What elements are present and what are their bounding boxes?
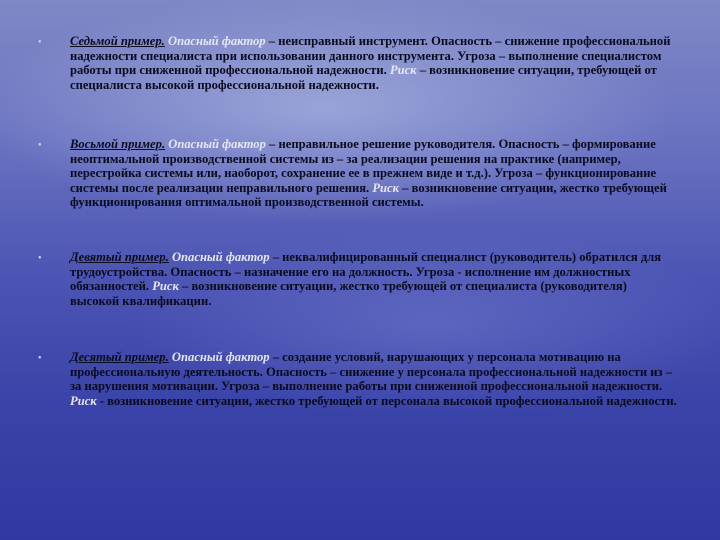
- example-heading: Восьмой пример.: [70, 137, 166, 151]
- paragraph-text-end: – возникновение ситуации, жестко требующей функционирования оптимальной производственной системы.: [70, 180, 667, 209]
- hazard-label: Опасный фактор: [171, 250, 270, 264]
- list-item-example-10: [38, 350, 678, 408]
- paragraph-text: – неисправный инструмент. Опасность – снижение профессиональной надежности специалиста при использовании данного инструмента. Угроза – выполнение специалистом работы при сниженной профессиональной надежности.: [70, 34, 671, 77]
- risk-label: Риск: [70, 393, 97, 408]
- example-heading: Седьмой пример.: [70, 34, 165, 48]
- paragraph: [38, 250, 678, 308]
- paragraph-text-end: – возникновение ситуации, требующей от специалиста высокой профессиональной надежности.: [70, 63, 657, 92]
- bullet-icon: •: [38, 253, 42, 264]
- hazard-label: Опасный фактор: [167, 34, 266, 48]
- bullet-icon: •: [38, 353, 42, 364]
- hazard-label: Опасный фактор: [168, 137, 266, 151]
- list-item-example-7: [38, 34, 678, 92]
- bullet-icon: •: [38, 140, 42, 151]
- risk-label: Риск: [389, 63, 417, 77]
- paragraph-text: – неквалифицированный специалист (руководитель) обратился для трудоустройства. Опасность – назначение его на должность. Угроза - исполнение им должностных обязанностей.: [70, 250, 662, 293]
- risk-label: Риск: [372, 180, 400, 195]
- paragraph: [38, 137, 678, 210]
- paragraph: [38, 350, 678, 408]
- hazard-label: Опасный фактор: [171, 350, 270, 364]
- risk-label: Риск: [152, 279, 179, 293]
- list-item-example-8: [38, 137, 678, 210]
- paragraph-text-end: – возникновение ситуации, жестко требующей от специалиста (руководителя) высокой квалификации.: [70, 279, 627, 308]
- bullet-icon: •: [38, 37, 42, 48]
- paragraph-text: – создание условий, нарушающих у персонала мотивацию на профессиональную деятельность. Опасность – снижение у персонала профессиональной надежности из – за нарушения мотивации. Угроза – выполнение работы при сниженной профессиональной надежности.: [70, 350, 673, 393]
- list-item-example-9: [38, 250, 678, 308]
- example-heading: Десятый пример.: [70, 350, 169, 364]
- paragraph: [38, 34, 678, 92]
- paragraph-text: – неправильное решение руководителя. Опасность – формирование неоптимальной производственной системы из – за реализации решения на практике (например, перестройка системы или, наоборот, сохранение ее в прежнем виде и т.д.). Угроза – функционирование системы после реализации неправильного решения.: [70, 137, 657, 195]
- example-heading: Девятый пример.: [70, 250, 169, 264]
- paragraph-text-end: - возникновение ситуации, жестко требующей от персонала высокой профессиональной надежности.: [96, 393, 677, 408]
